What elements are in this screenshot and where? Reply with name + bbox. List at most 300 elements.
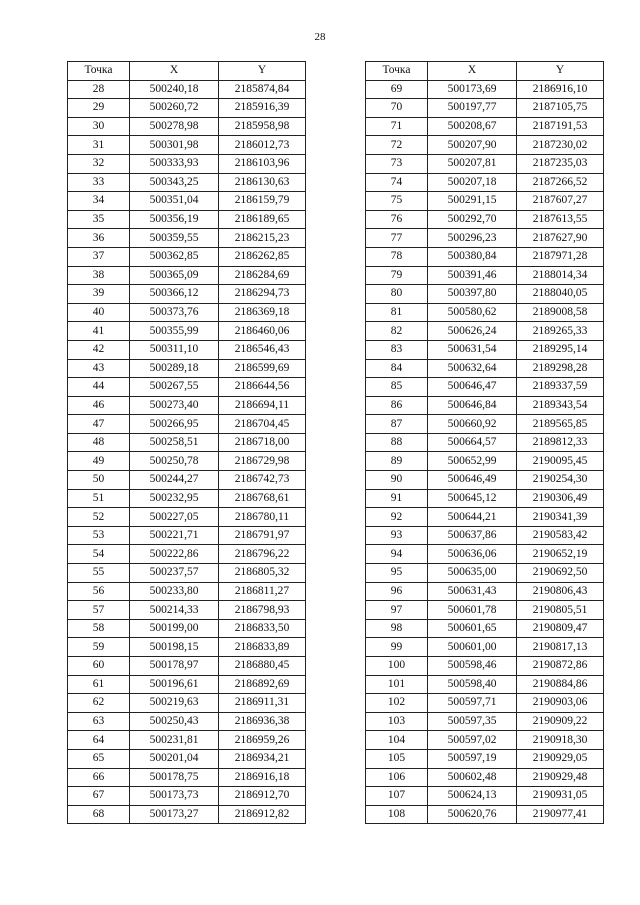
cell-point: 58 xyxy=(68,619,130,638)
cell-x: 500207,90 xyxy=(428,136,517,155)
cell-x: 500258,51 xyxy=(130,433,219,452)
cell-y: 2186805,32 xyxy=(219,564,306,583)
cell-x: 500380,84 xyxy=(428,247,517,266)
cell-point: 95 xyxy=(366,564,428,583)
cell-point: 90 xyxy=(366,471,428,490)
cell-point: 75 xyxy=(366,192,428,211)
cell-point: 96 xyxy=(366,582,428,601)
cell-y: 2186796,22 xyxy=(219,545,306,564)
column-header-y: Y xyxy=(219,62,306,81)
cell-point: 81 xyxy=(366,303,428,322)
cell-y: 2187627,90 xyxy=(517,229,604,248)
column-header-x: X xyxy=(130,62,219,81)
table-row xyxy=(366,564,604,583)
cell-point: 97 xyxy=(366,601,428,620)
cell-x: 500597,35 xyxy=(428,712,517,731)
cell-x: 500266,95 xyxy=(130,415,219,434)
cell-x: 500199,00 xyxy=(130,619,219,638)
column-header-x: X xyxy=(428,62,517,81)
table-row xyxy=(68,173,306,192)
table-row xyxy=(68,340,306,359)
cell-x: 500646,84 xyxy=(428,396,517,415)
cell-x: 500244,27 xyxy=(130,471,219,490)
cell-x: 500214,33 xyxy=(130,601,219,620)
table-row xyxy=(366,526,604,545)
cell-point: 44 xyxy=(68,378,130,397)
cell-y: 2187613,55 xyxy=(517,210,604,229)
cell-x: 500173,73 xyxy=(130,787,219,806)
cell-y: 2190692,50 xyxy=(517,564,604,583)
cell-y: 2186599,69 xyxy=(219,359,306,378)
cell-y: 2186294,73 xyxy=(219,285,306,304)
cell-point: 38 xyxy=(68,266,130,285)
cell-y: 2187105,75 xyxy=(517,99,604,118)
table-row xyxy=(366,638,604,657)
table-row xyxy=(366,285,604,304)
cell-x: 500289,18 xyxy=(130,359,219,378)
table-row xyxy=(366,712,604,731)
cell-y: 2190903,06 xyxy=(517,694,604,713)
cell-point: 47 xyxy=(68,415,130,434)
cell-point: 86 xyxy=(366,396,428,415)
table-row xyxy=(68,508,306,527)
cell-x: 500598,46 xyxy=(428,657,517,676)
cell-point: 100 xyxy=(366,657,428,676)
cell-x: 500652,99 xyxy=(428,452,517,471)
cell-y: 2190909,22 xyxy=(517,712,604,731)
column-header-y: Y xyxy=(517,62,604,81)
table-row xyxy=(68,192,306,211)
cell-y: 2185958,98 xyxy=(219,117,306,136)
cell-point: 29 xyxy=(68,99,130,118)
cell-point: 76 xyxy=(366,210,428,229)
cell-x: 500397,80 xyxy=(428,285,517,304)
cell-point: 50 xyxy=(68,471,130,490)
table-row xyxy=(68,322,306,341)
cell-point: 48 xyxy=(68,433,130,452)
cell-x: 500197,77 xyxy=(428,99,517,118)
cell-x: 500373,76 xyxy=(130,303,219,322)
cell-y: 2186768,61 xyxy=(219,489,306,508)
cell-x: 500250,78 xyxy=(130,452,219,471)
cell-point: 64 xyxy=(68,731,130,750)
table-row xyxy=(68,731,306,750)
cell-x: 500646,49 xyxy=(428,471,517,490)
cell-x: 500178,75 xyxy=(130,768,219,787)
cell-y: 2186934,21 xyxy=(219,749,306,768)
cell-x: 500207,81 xyxy=(428,154,517,173)
cell-point: 46 xyxy=(68,396,130,415)
table-row xyxy=(366,545,604,564)
cell-x: 500597,02 xyxy=(428,731,517,750)
cell-x: 500291,15 xyxy=(428,192,517,211)
cell-x: 500636,06 xyxy=(428,545,517,564)
cell-y: 2190583,42 xyxy=(517,526,604,545)
coordinates-table-right xyxy=(365,61,604,824)
cell-y: 2186916,18 xyxy=(219,768,306,787)
cell-point: 56 xyxy=(68,582,130,601)
table-row xyxy=(366,768,604,787)
table-header xyxy=(366,62,604,81)
cell-y: 2187607,27 xyxy=(517,192,604,211)
table-row xyxy=(68,564,306,583)
table-row xyxy=(366,117,604,136)
cell-point: 59 xyxy=(68,638,130,657)
cell-y: 2190341,39 xyxy=(517,508,604,527)
table-row xyxy=(366,433,604,452)
cell-x: 500232,95 xyxy=(130,489,219,508)
cell-point: 63 xyxy=(68,712,130,731)
cell-y: 2190817,13 xyxy=(517,638,604,657)
cell-point: 92 xyxy=(366,508,428,527)
cell-point: 101 xyxy=(366,675,428,694)
table-row xyxy=(68,99,306,118)
cell-x: 500278,98 xyxy=(130,117,219,136)
table-row xyxy=(366,192,604,211)
column-header-point: Точка xyxy=(366,62,428,81)
table-row xyxy=(68,657,306,676)
cell-y: 2190929,05 xyxy=(517,749,604,768)
table-row xyxy=(366,694,604,713)
table-row xyxy=(366,99,604,118)
cell-point: 82 xyxy=(366,322,428,341)
cell-y: 2187971,28 xyxy=(517,247,604,266)
cell-point: 66 xyxy=(68,768,130,787)
table-row xyxy=(366,471,604,490)
cell-y: 2186130,63 xyxy=(219,173,306,192)
cell-y: 2190884,86 xyxy=(517,675,604,694)
cell-point: 73 xyxy=(366,154,428,173)
cell-x: 500626,24 xyxy=(428,322,517,341)
cell-point: 30 xyxy=(68,117,130,136)
table-row xyxy=(68,285,306,304)
cell-point: 42 xyxy=(68,340,130,359)
cell-x: 500601,78 xyxy=(428,601,517,620)
cell-y: 2186892,69 xyxy=(219,675,306,694)
table-row xyxy=(68,471,306,490)
table-row xyxy=(366,173,604,192)
table-row xyxy=(68,694,306,713)
table-body xyxy=(366,80,604,824)
table-row xyxy=(366,582,604,601)
cell-y: 2186912,70 xyxy=(219,787,306,806)
cell-x: 500601,00 xyxy=(428,638,517,657)
table-row xyxy=(68,638,306,657)
cell-point: 85 xyxy=(366,378,428,397)
cell-y: 2188040,05 xyxy=(517,285,604,304)
cell-x: 500365,09 xyxy=(130,266,219,285)
cell-point: 40 xyxy=(68,303,130,322)
cell-y: 2185874,84 xyxy=(219,80,306,99)
cell-y: 2190806,43 xyxy=(517,582,604,601)
table-row xyxy=(366,210,604,229)
cell-x: 500660,92 xyxy=(428,415,517,434)
table-row xyxy=(366,619,604,638)
table-row xyxy=(366,303,604,322)
cell-point: 28 xyxy=(68,80,130,99)
table-row xyxy=(366,657,604,676)
table-row xyxy=(68,787,306,806)
table-row xyxy=(366,154,604,173)
cell-point: 36 xyxy=(68,229,130,248)
table-row xyxy=(366,787,604,806)
cell-point: 32 xyxy=(68,154,130,173)
cell-point: 105 xyxy=(366,749,428,768)
cell-x: 500631,54 xyxy=(428,340,517,359)
cell-y: 2190095,45 xyxy=(517,452,604,471)
cell-x: 500198,15 xyxy=(130,638,219,657)
cell-y: 2186546,43 xyxy=(219,340,306,359)
cell-y: 2186012,73 xyxy=(219,136,306,155)
cell-point: 80 xyxy=(366,285,428,304)
cell-y: 2185916,39 xyxy=(219,99,306,118)
cell-x: 500351,04 xyxy=(130,192,219,211)
cell-x: 500301,98 xyxy=(130,136,219,155)
cell-x: 500391,46 xyxy=(428,266,517,285)
cell-y: 2186729,98 xyxy=(219,452,306,471)
cell-point: 83 xyxy=(366,340,428,359)
table-header xyxy=(68,62,306,81)
cell-y: 2189565,85 xyxy=(517,415,604,434)
cell-y: 2186780,11 xyxy=(219,508,306,527)
table-row xyxy=(366,359,604,378)
cell-x: 500222,86 xyxy=(130,545,219,564)
cell-y: 2186911,31 xyxy=(219,694,306,713)
cell-y: 2186215,23 xyxy=(219,229,306,248)
cell-y: 2187235,03 xyxy=(517,154,604,173)
cell-point: 34 xyxy=(68,192,130,211)
table-row xyxy=(366,266,604,285)
table-row xyxy=(68,805,306,824)
table-row xyxy=(366,601,604,620)
cell-x: 500233,80 xyxy=(130,582,219,601)
table-row xyxy=(366,136,604,155)
cell-x: 500250,43 xyxy=(130,712,219,731)
cell-x: 500196,61 xyxy=(130,675,219,694)
table-row xyxy=(68,154,306,173)
table-row xyxy=(68,619,306,638)
cell-y: 2186644,56 xyxy=(219,378,306,397)
cell-point: 51 xyxy=(68,489,130,508)
table-row xyxy=(68,675,306,694)
cell-y: 2186833,89 xyxy=(219,638,306,657)
table-row xyxy=(68,582,306,601)
cell-x: 500343,25 xyxy=(130,173,219,192)
cell-x: 500221,71 xyxy=(130,526,219,545)
cell-x: 500664,57 xyxy=(428,433,517,452)
cell-point: 67 xyxy=(68,787,130,806)
cell-x: 500178,97 xyxy=(130,657,219,676)
cell-x: 500580,62 xyxy=(428,303,517,322)
cell-point: 54 xyxy=(68,545,130,564)
table-row xyxy=(366,247,604,266)
cell-y: 2188014,34 xyxy=(517,266,604,285)
cell-point: 39 xyxy=(68,285,130,304)
cell-y: 2186912,82 xyxy=(219,805,306,824)
cell-y: 2190931,05 xyxy=(517,787,604,806)
cell-x: 500296,23 xyxy=(428,229,517,248)
cell-y: 2186791,97 xyxy=(219,526,306,545)
cell-x: 500646,47 xyxy=(428,378,517,397)
cell-point: 53 xyxy=(68,526,130,545)
cell-y: 2190809,47 xyxy=(517,619,604,638)
cell-point: 61 xyxy=(68,675,130,694)
cell-point: 49 xyxy=(68,452,130,471)
table-row xyxy=(68,359,306,378)
table-row xyxy=(366,805,604,824)
cell-y: 2186694,11 xyxy=(219,396,306,415)
cell-y: 2186916,10 xyxy=(517,80,604,99)
cell-x: 500637,86 xyxy=(428,526,517,545)
cell-x: 500597,19 xyxy=(428,749,517,768)
table-row xyxy=(366,340,604,359)
cell-x: 500208,67 xyxy=(428,117,517,136)
cell-point: 60 xyxy=(68,657,130,676)
cell-x: 500227,05 xyxy=(130,508,219,527)
cell-point: 104 xyxy=(366,731,428,750)
cell-y: 2186103,96 xyxy=(219,154,306,173)
cell-point: 103 xyxy=(366,712,428,731)
cell-y: 2186159,79 xyxy=(219,192,306,211)
cell-x: 500273,40 xyxy=(130,396,219,415)
cell-y: 2186880,45 xyxy=(219,657,306,676)
cell-x: 500601,65 xyxy=(428,619,517,638)
table-row xyxy=(68,136,306,155)
cell-x: 500359,55 xyxy=(130,229,219,248)
cell-x: 500632,64 xyxy=(428,359,517,378)
cell-x: 500366,12 xyxy=(130,285,219,304)
coordinates-table-left xyxy=(67,61,306,824)
cell-x: 500173,27 xyxy=(130,805,219,824)
table-body xyxy=(68,80,306,824)
table-row xyxy=(68,396,306,415)
cell-y: 2186798,93 xyxy=(219,601,306,620)
table-row xyxy=(68,526,306,545)
cell-y: 2190929,48 xyxy=(517,768,604,787)
cell-x: 500362,85 xyxy=(130,247,219,266)
cell-y: 2186189,65 xyxy=(219,210,306,229)
table-row xyxy=(366,80,604,99)
cell-point: 71 xyxy=(366,117,428,136)
cell-y: 2189008,58 xyxy=(517,303,604,322)
cell-x: 500237,57 xyxy=(130,564,219,583)
table-row xyxy=(366,396,604,415)
cell-y: 2186460,06 xyxy=(219,322,306,341)
cell-y: 2187191,53 xyxy=(517,117,604,136)
cell-y: 2186704,45 xyxy=(219,415,306,434)
cell-y: 2186936,38 xyxy=(219,712,306,731)
cell-y: 2186811,27 xyxy=(219,582,306,601)
cell-y: 2186262,85 xyxy=(219,247,306,266)
cell-y: 2186718,00 xyxy=(219,433,306,452)
table-row xyxy=(366,489,604,508)
cell-x: 500356,19 xyxy=(130,210,219,229)
cell-point: 31 xyxy=(68,136,130,155)
cell-point: 84 xyxy=(366,359,428,378)
cell-point: 52 xyxy=(68,508,130,527)
column-header-point: Точка xyxy=(68,62,130,81)
cell-y: 2189265,33 xyxy=(517,322,604,341)
cell-point: 94 xyxy=(366,545,428,564)
cell-point: 70 xyxy=(366,99,428,118)
cell-y: 2186742,73 xyxy=(219,471,306,490)
cell-y: 2187230,02 xyxy=(517,136,604,155)
cell-point: 68 xyxy=(68,805,130,824)
cell-point: 78 xyxy=(366,247,428,266)
table-row xyxy=(68,378,306,397)
cell-y: 2186959,26 xyxy=(219,731,306,750)
table-row xyxy=(68,303,306,322)
cell-point: 72 xyxy=(366,136,428,155)
table-row xyxy=(68,210,306,229)
table-row xyxy=(68,545,306,564)
table-row xyxy=(68,266,306,285)
table-row xyxy=(366,731,604,750)
cell-x: 500240,18 xyxy=(130,80,219,99)
cell-x: 500631,43 xyxy=(428,582,517,601)
table-row xyxy=(68,712,306,731)
header-row xyxy=(68,62,306,81)
cell-point: 55 xyxy=(68,564,130,583)
cell-point: 79 xyxy=(366,266,428,285)
table-row xyxy=(366,378,604,397)
table-row xyxy=(366,749,604,768)
cell-point: 102 xyxy=(366,694,428,713)
cell-point: 91 xyxy=(366,489,428,508)
cell-y: 2186369,18 xyxy=(219,303,306,322)
cell-y: 2189337,59 xyxy=(517,378,604,397)
cell-point: 87 xyxy=(366,415,428,434)
cell-x: 500333,93 xyxy=(130,154,219,173)
cell-point: 62 xyxy=(68,694,130,713)
cell-x: 500624,13 xyxy=(428,787,517,806)
cell-y: 2190872,86 xyxy=(517,657,604,676)
cell-x: 500645,12 xyxy=(428,489,517,508)
cell-point: 98 xyxy=(366,619,428,638)
cell-y: 2190306,49 xyxy=(517,489,604,508)
cell-x: 500219,63 xyxy=(130,694,219,713)
cell-point: 43 xyxy=(68,359,130,378)
table-row xyxy=(366,508,604,527)
cell-point: 77 xyxy=(366,229,428,248)
cell-x: 500267,55 xyxy=(130,378,219,397)
table-row xyxy=(68,229,306,248)
cell-y: 2190805,51 xyxy=(517,601,604,620)
cell-point: 106 xyxy=(366,768,428,787)
cell-point: 37 xyxy=(68,247,130,266)
table-row xyxy=(68,415,306,434)
cell-x: 500173,69 xyxy=(428,80,517,99)
cell-point: 57 xyxy=(68,601,130,620)
cell-point: 93 xyxy=(366,526,428,545)
cell-x: 500201,04 xyxy=(130,749,219,768)
cell-point: 108 xyxy=(366,805,428,824)
page-number: 28 xyxy=(314,31,326,43)
cell-x: 500602,48 xyxy=(428,768,517,787)
table-row xyxy=(68,247,306,266)
cell-point: 35 xyxy=(68,210,130,229)
cell-point: 69 xyxy=(366,80,428,99)
cell-y: 2190254,30 xyxy=(517,471,604,490)
table-row xyxy=(366,229,604,248)
cell-x: 500207,18 xyxy=(428,173,517,192)
table-row xyxy=(366,415,604,434)
table-row xyxy=(68,489,306,508)
cell-y: 2187266,52 xyxy=(517,173,604,192)
cell-point: 88 xyxy=(366,433,428,452)
cell-x: 500231,81 xyxy=(130,731,219,750)
cell-y: 2186833,50 xyxy=(219,619,306,638)
